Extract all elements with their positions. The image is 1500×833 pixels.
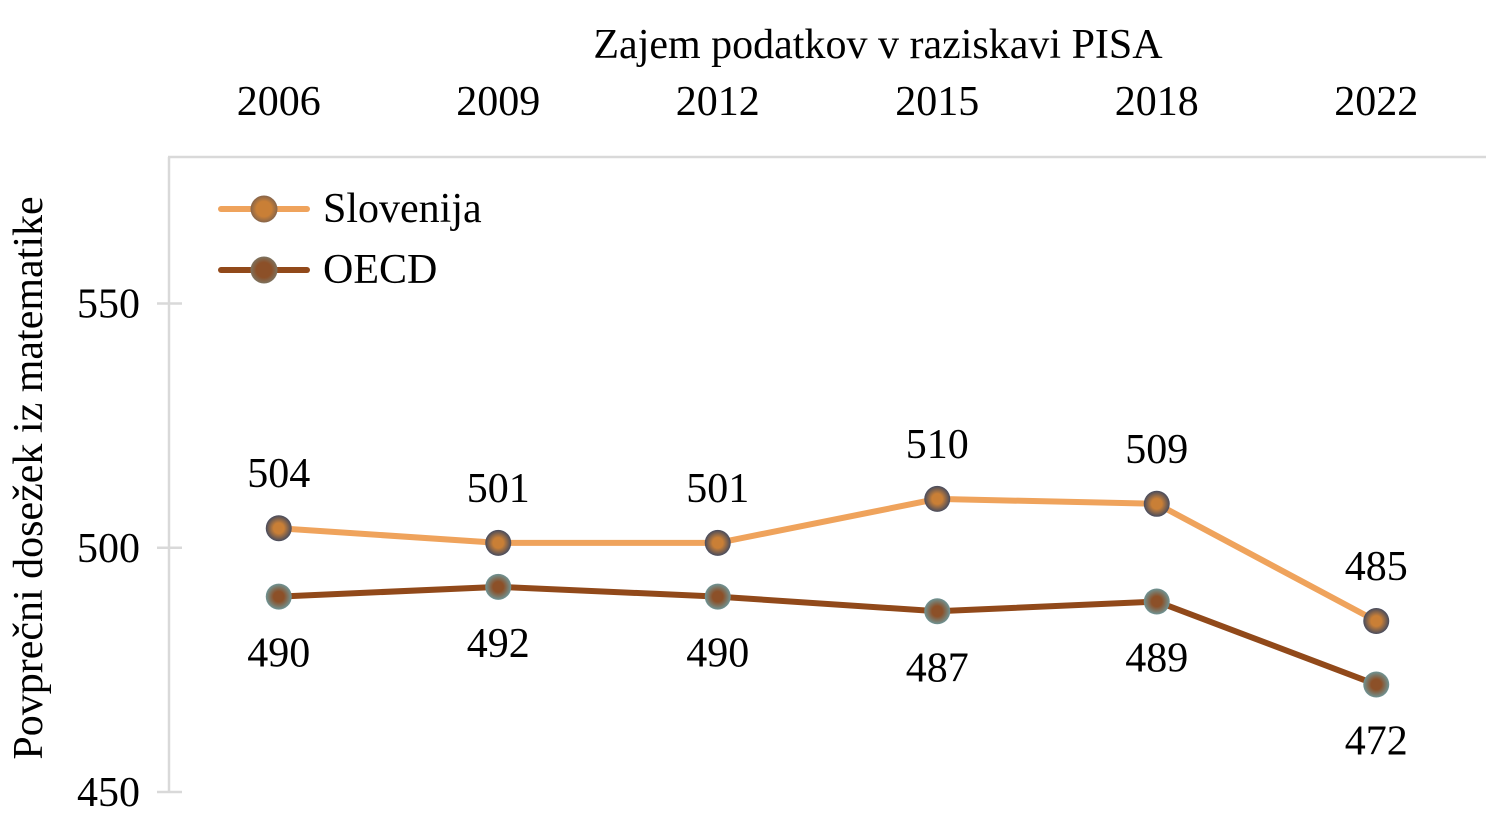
oecd-series-swatch-icon bbox=[218, 249, 310, 291]
data-label-slovenija-2018: 509 bbox=[1125, 426, 1189, 473]
data-point-slovenija-2009 bbox=[485, 530, 511, 556]
x-axis-label: 2022 bbox=[1334, 79, 1419, 125]
data-label-oecd-2015: 487 bbox=[905, 645, 969, 692]
data-point-oecd-2009 bbox=[485, 574, 511, 600]
slovenija-series-swatch-icon bbox=[218, 188, 310, 230]
y-axis-tick-label: 550 bbox=[77, 281, 140, 328]
y-axis-tick-label: 500 bbox=[77, 525, 140, 572]
data-point-slovenija-2022 bbox=[1363, 608, 1389, 634]
x-axis-label: 2012 bbox=[675, 79, 760, 125]
data-label-slovenija-2022: 485 bbox=[1344, 544, 1408, 591]
x-axis-label: 2018 bbox=[1114, 79, 1199, 125]
legend-label-oecd: OECD bbox=[323, 247, 438, 293]
data-point-slovenija-2018 bbox=[1144, 491, 1170, 517]
x-axis-label: 2015 bbox=[895, 79, 980, 125]
oecd-marker-icon bbox=[251, 257, 278, 284]
chart-title: Zajem podatkov v raziskavi PISA bbox=[593, 22, 1163, 68]
y-axis-title: Povprečni dosežek iz matematike bbox=[6, 196, 52, 760]
y-axis-tick-label: 450 bbox=[77, 770, 140, 816]
data-label-slovenija-2012: 501 bbox=[686, 465, 750, 512]
slovenija-marker-icon bbox=[251, 196, 278, 223]
data-point-slovenija-2012 bbox=[705, 530, 731, 556]
x-axis-label: 2009 bbox=[456, 79, 541, 125]
data-point-oecd-2022 bbox=[1363, 672, 1389, 698]
series-line-oecd bbox=[279, 587, 1377, 685]
data-label-oecd-2022: 472 bbox=[1344, 718, 1408, 765]
data-label-slovenija-2009: 501 bbox=[466, 465, 530, 512]
data-label-oecd-2012: 490 bbox=[686, 630, 750, 677]
legend-label-slovenija: Slovenija bbox=[323, 186, 482, 232]
data-point-slovenija-2006 bbox=[266, 515, 292, 541]
data-label-oecd-2018: 489 bbox=[1125, 635, 1189, 682]
data-point-slovenija-2015 bbox=[924, 486, 950, 512]
data-label-slovenija-2015: 510 bbox=[905, 421, 969, 468]
x-axis-label: 2006 bbox=[236, 79, 321, 125]
legend-item-slovenija bbox=[218, 188, 482, 230]
data-point-oecd-2015 bbox=[924, 598, 950, 624]
data-label-slovenija-2006: 504 bbox=[247, 451, 311, 498]
legend-item-oecd bbox=[218, 249, 437, 291]
data-label-oecd-2009: 492 bbox=[466, 620, 530, 667]
data-label-oecd-2006: 490 bbox=[247, 630, 311, 677]
data-point-oecd-2006 bbox=[266, 584, 292, 610]
data-point-oecd-2012 bbox=[705, 584, 731, 610]
data-point-oecd-2018 bbox=[1144, 589, 1170, 615]
